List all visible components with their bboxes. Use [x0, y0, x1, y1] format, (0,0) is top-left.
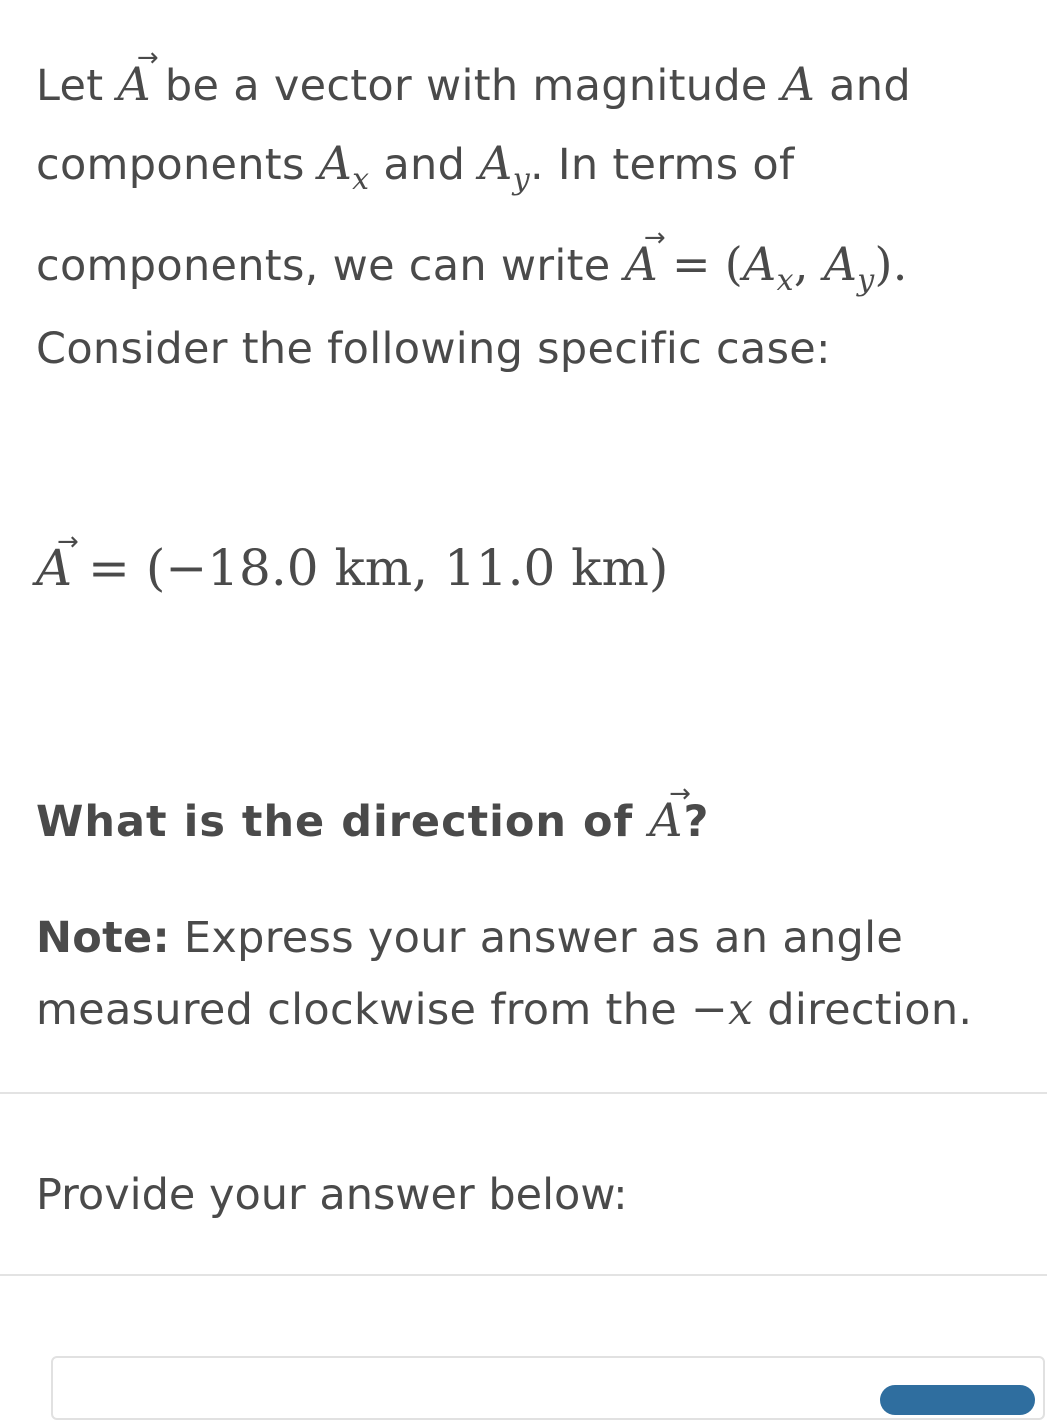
intro-text: Consider the following specific case:: [36, 324, 831, 374]
note-text: Express your answer as an angle measured clockwise from the: [36, 913, 904, 1035]
component-tuple: ($A_x$, $A_y$).: [724, 237, 908, 298]
magnitude-a: A: [781, 57, 816, 111]
question-heading: [36, 780, 709, 862]
vector-a: → A: [649, 780, 683, 860]
intro-paragraph: [36, 46, 1026, 388]
question-mark: ?: [683, 797, 710, 847]
vector-a: → A: [117, 46, 151, 123]
vector-equation: [36, 528, 668, 608]
vector-a: → A: [624, 226, 658, 303]
component-ax: $A_x$: [318, 136, 370, 197]
intro-text: components, we can write: [36, 241, 611, 291]
equals-sign: =: [88, 539, 130, 597]
section-divider: [0, 1274, 1047, 1276]
component-ay: $A_y$: [479, 136, 530, 197]
answer-prompt: Provide your answer below:: [36, 1170, 628, 1220]
intro-text: components: [36, 140, 305, 190]
section-divider: [0, 1092, 1047, 1094]
note-paragraph: [36, 902, 1036, 1046]
intro-text: be a vector with magnitude: [164, 61, 768, 111]
note-label: Note:: [36, 913, 170, 963]
intro-text: and: [829, 61, 911, 111]
vector-value: (−18.0 km, 11.0 km): [145, 539, 669, 597]
intro-text: Let: [36, 61, 104, 111]
intro-text: . In terms of: [529, 140, 795, 190]
submit-button[interactable]: [880, 1385, 1035, 1415]
equals-sign: =: [671, 237, 711, 291]
negative-x-direction: −x: [690, 984, 754, 1035]
intro-text: and: [383, 140, 466, 190]
vector-a: → A: [36, 528, 72, 608]
question-text: What is the direction of: [36, 797, 634, 847]
note-text: direction.: [767, 985, 973, 1035]
